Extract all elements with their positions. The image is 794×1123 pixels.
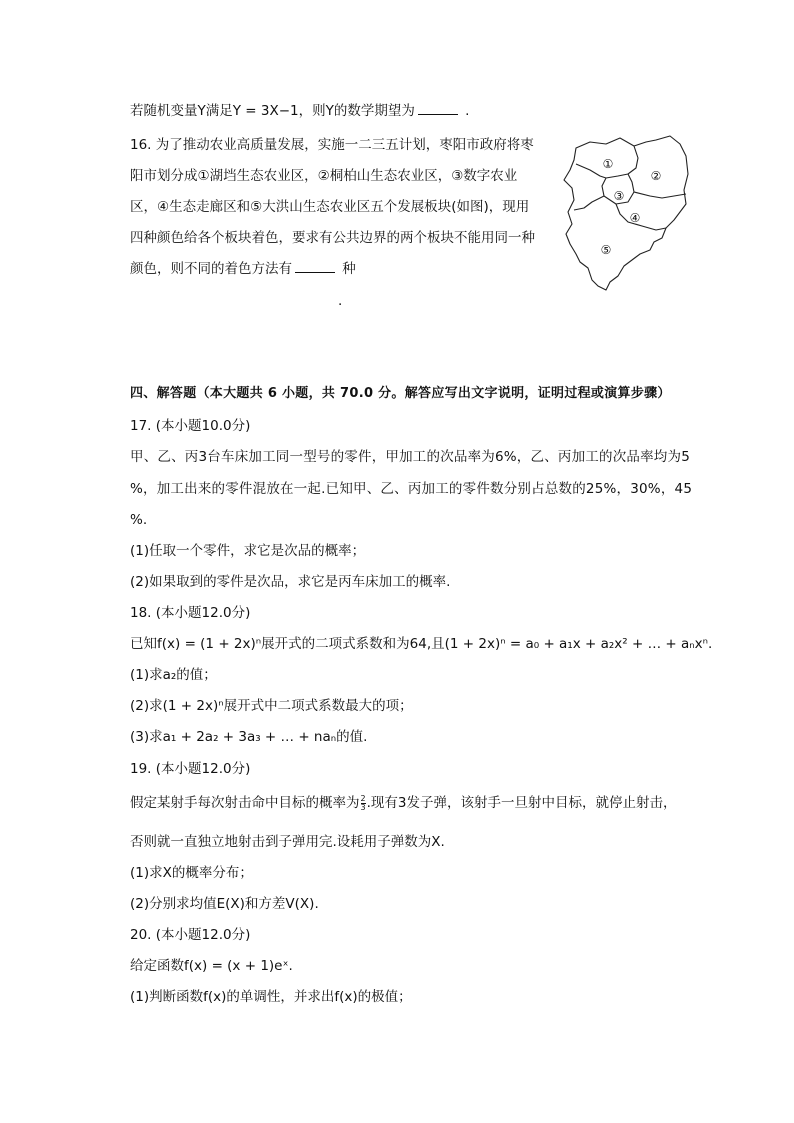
- q15-tail: [130, 102, 469, 120]
- q19-text-b: .现有3发子弹，该射手一旦射中目标，就停止射击，: [366, 795, 677, 811]
- q19-line-2: 否则就一直独立地射击到子弹用完.设耗用子弹数为X.: [130, 834, 445, 850]
- q20-header: 20. (本小题12.0分): [130, 927, 251, 943]
- q17-line-1: 甲、乙、丙3台车床加工同一型号的零件，甲加工的次品率为6%，乙、丙加工的次品率均为5: [130, 449, 690, 465]
- map-label-3: ③: [613, 189, 625, 203]
- q17-line-3: %.: [130, 512, 148, 528]
- border-1-west: [576, 164, 606, 178]
- q15-text: 若随机变量Y满足Y = 3X−1，则Y的数学期望为: [130, 103, 415, 119]
- map-label-4: ④: [629, 211, 641, 225]
- q18-part-3: (3)求a₁ + 2a₂ + 3a₃ + … + naₙ的值.: [130, 729, 368, 745]
- q17-part-2: (2)如果取到的零件是次品，求它是丙车床加工的概率.: [130, 574, 451, 590]
- map-label-5: ⑤: [600, 243, 612, 257]
- q17-part-1: (1)任取一个零件，求它是次品的概率；: [130, 543, 366, 559]
- answer-blank: [295, 260, 335, 273]
- answer-blank: [418, 102, 458, 115]
- q16-line-2: 阳市划分成①湖垱生态农业区，②桐柏山生态农业区，③数字农业: [130, 168, 518, 184]
- map-outline: [564, 136, 688, 290]
- border-4-5: [616, 204, 666, 230]
- q19-header: 19. (本小题12.0分): [130, 761, 251, 777]
- q18-part-2: (2)求(1 + 2x)ⁿ展开式中二项式系数最大的项；: [130, 698, 413, 714]
- q19-part-2: (2)分别求均值E(X)和方差V(X).: [130, 896, 319, 912]
- fraction: [361, 795, 366, 812]
- section-4-heading: 四、解答题（本大题共 6 小题，共 70.0 分。解答应写出文字说明，证明过程或演算步骤）: [130, 386, 671, 401]
- q17-line-2: %，加工出来的零件混放在一起.已知甲、乙、丙加工的零件数分别占总数的25%，30%，45: [130, 481, 693, 497]
- q19-part-1: (1)求X的概率分布；: [130, 865, 253, 881]
- q18-part-1: (1)求a₂的值；: [130, 667, 217, 683]
- border-2-4: [634, 192, 686, 198]
- q20-part-1: (1)判断函数f(x)的单调性，并求出f(x)的极值；: [130, 989, 412, 1005]
- q16-line-5: [130, 260, 356, 278]
- q16-text: 颜色，则不同的着色方法有: [130, 261, 292, 277]
- q16-line-1: 16. 为了推动农业高质量发展，实施一二三五计划，枣阳市政府将枣: [130, 137, 534, 153]
- q19-text-a: 假定某射手每次射击命中目标的概率为: [130, 795, 360, 811]
- q16-end: 种: [338, 261, 356, 277]
- q18-line-1: 已知f(x) = (1 + 2x)ⁿ展开式的二项式系数和为64,且(1 + 2x)ⁿ = a₀ + a₁x + a₂x² + … + aₙxⁿ.: [130, 636, 713, 652]
- stray-dot: .: [338, 293, 343, 309]
- q20-line-1: 给定函数f(x) = (x + 1)eˣ.: [130, 958, 293, 974]
- border-3-west: [574, 196, 604, 210]
- zaoyang-region-map: [562, 134, 694, 294]
- map-label-2: ②: [650, 169, 662, 183]
- fraction-denominator: 3: [360, 802, 366, 812]
- q19-line-1: [130, 794, 676, 812]
- q15-end: .: [460, 103, 470, 119]
- q17-header: 17. (本小题10.0分): [130, 418, 251, 434]
- fraction-numerator: 2: [360, 793, 366, 803]
- q18-header: 18. (本小题12.0分): [130, 605, 251, 621]
- q16-line-3: 区，④生态走廊区和⑤大洪山生态农业区五个发展板块(如图)，现用: [130, 199, 530, 215]
- q16-line-4: 四种颜色给各个板块着色，要求有公共边界的两个板块不能用同一种: [130, 230, 535, 246]
- map-label-1: ①: [602, 157, 614, 171]
